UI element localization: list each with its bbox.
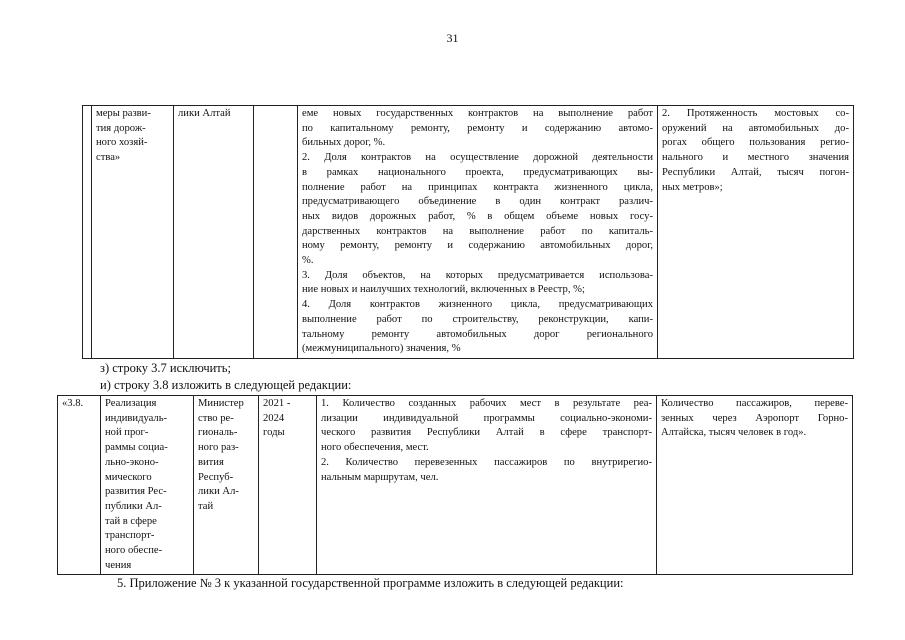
table1-cell-period — [254, 106, 298, 359]
cell-line: ного раз- — [198, 442, 239, 454]
cell-line: (межмуниципального) значения, % — [302, 343, 461, 355]
cell-line: Реализация — [105, 398, 157, 409]
cell-line: ному ремонту, ремонту и содержанию автомобильных дорог, — [302, 240, 653, 252]
cell-line: вития — [198, 456, 224, 468]
cell-line: бильных дорог, %. — [302, 137, 386, 149]
cell-line: 2. Доля контрактов на осуществление дорожной деятельности — [302, 152, 653, 164]
cell-line: ного обеспе- — [105, 545, 163, 557]
cell-line: «3.8. — [62, 398, 84, 409]
cell-line: ства» — [96, 152, 121, 164]
instruction-delete-row: з) строку 3.7 исключить; — [100, 361, 231, 375]
cell-line: Министер — [198, 398, 244, 409]
cell-line: нальным маршрутам, чел. — [321, 471, 439, 483]
cell-line: дарственных контрактов на выполнение работ по капиталь- — [302, 225, 653, 237]
cell-line: 4. Доля контрактов жизненного цикла, предусматривающих — [302, 299, 653, 311]
table1-cell-number — [83, 106, 92, 359]
cell-line: тия дорож- — [96, 122, 146, 134]
cell-line: ного хозяй- — [96, 137, 148, 149]
cell-line: полнение работ на принципах контракта жизненного цикла, — [302, 181, 653, 193]
table2-cell-period — [259, 396, 317, 575]
cell-line: ных метров»; — [662, 181, 723, 193]
cell-line: ного обеспечения, мест. — [321, 442, 429, 454]
indicators-table-continued — [82, 105, 854, 359]
table-row — [83, 106, 854, 359]
cell-line: лики Ал- — [198, 486, 239, 498]
cell-line: предусматривающего объединение в один контракт различ- — [302, 196, 653, 208]
cell-line: лики Алтай — [178, 108, 231, 119]
cell-line: Республики Алтай, тысяч погон- — [662, 166, 849, 178]
table2-cell-name — [101, 396, 194, 575]
cell-line: тай — [198, 500, 214, 512]
cell-line: меры разви- — [96, 108, 151, 119]
cell-line: Количество пассажиров, переве- — [661, 398, 848, 409]
cell-line: 3. Доля объектов, на которых предусматривается использова- — [302, 269, 653, 281]
cell-line: раммы социа- — [105, 442, 168, 454]
cell-line: 2021 - — [263, 398, 291, 409]
cell-line: ных видов дорожных работ, % в общем объеме новых госу- — [302, 210, 653, 222]
cell-line: чения — [105, 559, 132, 571]
row-3-8-table — [57, 395, 853, 575]
cell-line: индивидуаль- — [105, 412, 168, 424]
table2-cell-program-indicator — [657, 396, 853, 575]
instruction-edit-row: и) строку 3.8 изложить в следующей редакции: — [100, 378, 352, 392]
cell-line: ние новых и наилучших технологий, включенных в Реестр, %; — [302, 284, 585, 296]
cell-line: еме новых государственных контрактов на выполнение работ — [302, 108, 653, 119]
cell-line: годы — [263, 427, 285, 439]
cell-line: %. — [302, 255, 314, 267]
table1-cell-indicators — [298, 106, 658, 359]
table1-cell-executor — [174, 106, 254, 359]
cell-line: нального и местного значения — [662, 152, 849, 164]
instruction-appendix: 5. Приложение № 3 к указанной государственной программе изложить в следующей редакции: — [117, 576, 624, 590]
cell-line: Алтайска, тысяч человек в год». — [661, 427, 807, 439]
cell-line: рогах общего пользования регио- — [662, 137, 849, 149]
page-number: 31 — [446, 31, 459, 45]
cell-line: 2. Количество перевезенных пассажиров по внутрирегио- — [321, 456, 652, 468]
cell-line: оружений на автомобильных до- — [662, 122, 849, 134]
cell-line: ческого развития Республики Алтай в сфере транспорт- — [321, 427, 652, 439]
table2-cell-indicators — [317, 396, 657, 575]
table-row — [58, 396, 853, 575]
table1-cell-name — [92, 106, 174, 359]
cell-line: тальному ремонту автомобильных дорог регионального — [302, 328, 653, 340]
cell-line: 1. Количество созданных рабочих мест в результате реа- — [321, 398, 652, 409]
cell-line: публики Ал- — [105, 500, 162, 512]
table1-cell-program-indicator — [658, 106, 854, 359]
cell-line: ной прог- — [105, 427, 149, 439]
cell-line: 2024 — [263, 412, 285, 424]
cell-line: зенных через Аэропорт Горно- — [661, 412, 848, 424]
cell-line: Респуб- — [198, 471, 234, 483]
cell-line: выполнение работ по строительству, реконструкции, капи- — [302, 313, 653, 325]
cell-line: тай в сфере — [105, 515, 157, 527]
cell-line: транспорт- — [105, 530, 155, 542]
cell-line: 2. Протяженность мостовых со- — [662, 108, 849, 119]
cell-line: мического — [105, 471, 152, 483]
cell-line: развития Рес- — [105, 486, 167, 498]
cell-line: гиональ- — [198, 427, 238, 439]
cell-line: льно-эконо- — [105, 456, 159, 468]
cell-line: ство ре- — [198, 412, 234, 424]
cell-line: по капитальному ремонту, ремонту и содержанию автомо- — [302, 122, 653, 134]
cell-line: в рамках национального проекта, предусматривающих вы- — [302, 166, 653, 178]
table2-cell-number — [58, 396, 101, 575]
cell-line: лизации индивидуальной программы социально-экономи- — [321, 412, 652, 424]
table2-cell-executor — [194, 396, 259, 575]
